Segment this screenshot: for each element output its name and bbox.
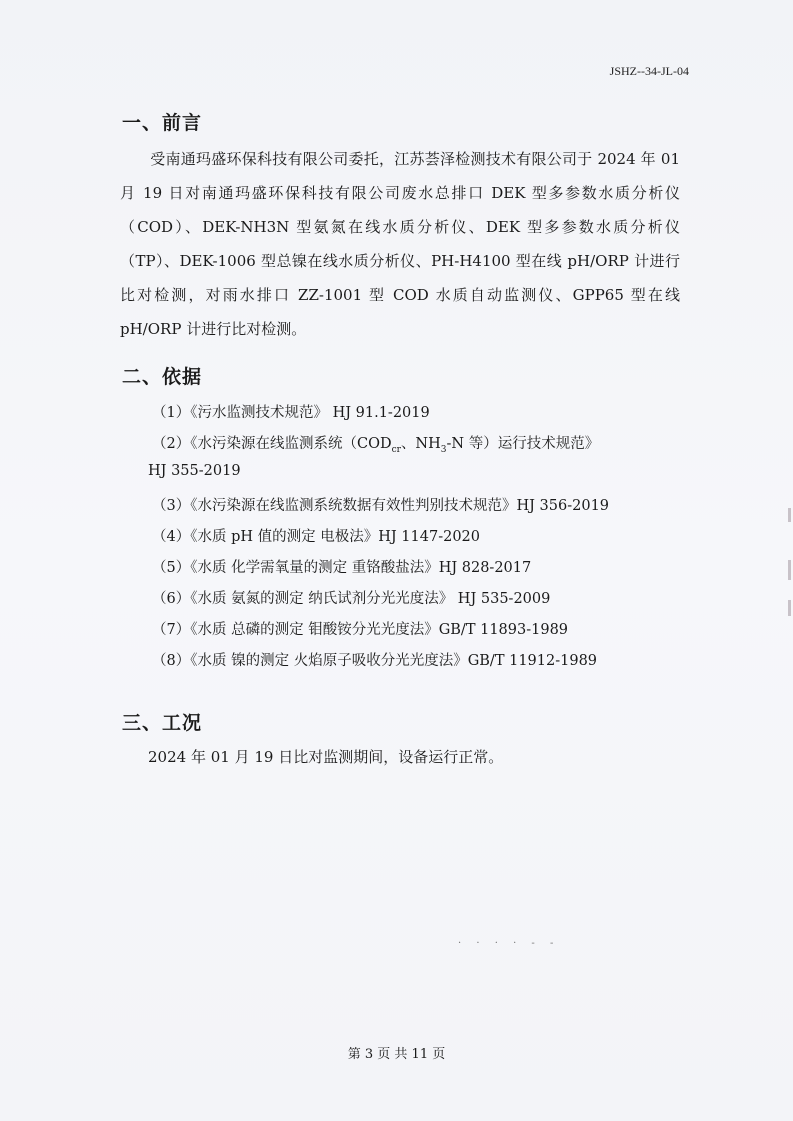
- reference-item: （3）《水污染源在线监测系统数据有效性判别技术规范》HJ 356-2019: [152, 498, 610, 514]
- binding-mark: [788, 600, 791, 616]
- section-title-conditions: 三、工况: [122, 712, 203, 734]
- reference-item-continued: HJ 355-2019: [148, 463, 241, 479]
- reference-item: （1）《污水监测技术规范》 HJ 91.1-2019: [152, 405, 430, 421]
- reference-item: （8）《水质 镍的测定 火焰原子吸收分光光度法》GB/T 11912-1989: [152, 653, 598, 669]
- document-code: JSHZ--34-JL-04: [609, 64, 689, 78]
- scan-speckles: · · · · - -: [458, 938, 560, 949]
- reference-item: （7）《水质 总磷的测定 钼酸铵分光光度法》GB/T 11893-1989: [152, 622, 569, 638]
- reference-item: （5）《水质 化学需氧量的测定 重铬酸盐法》HJ 828-2017: [152, 560, 532, 576]
- section-title-preface: 一、前言: [122, 112, 203, 134]
- section-title-basis: 二、依据: [122, 366, 203, 388]
- reference-item: （6）《水质 氨氮的测定 纳氏试剂分光光度法》 HJ 535-2009: [152, 591, 551, 607]
- preface-paragraph: [120, 142, 680, 346]
- preface-text: 受南通玛盛环保科技有限公司委托，江苏荟泽检测技术有限公司于 2024 年 01 月 19 日对南通玛盛环保科技有限公司废水总排口 DEK 型多参数水质分析仪（COD）、DEK-NH3N 型氨氮在线水质分析仪、DEK 型多参数水质分析仪（TP）、DEK-1006 型总镍在线水质分析仪、PH-H4100 型在线 pH/ORP 计进行比对检测，对雨水排口 ZZ-1001 型 COD 水质自动监测仪、GPP65 型在线 pH/ORP 计进行比对检测。: [120, 150, 680, 338]
- reference-item: （2）《水污染源在线监测系统（$COD_{cr}$、$NH_3-N$ 等）运行技术规范》: [152, 436, 600, 455]
- conditions-text: 2024 年 01 月 19 日比对监测期间，设备运行正常。: [148, 748, 504, 766]
- page-footer: 第 3 页 共 11 页: [347, 1047, 446, 1062]
- reference-item: （4）《水质 pH 值的测定 电极法》HJ 1147-2020: [152, 529, 480, 545]
- binding-mark: [788, 508, 791, 522]
- binding-mark: [788, 560, 791, 580]
